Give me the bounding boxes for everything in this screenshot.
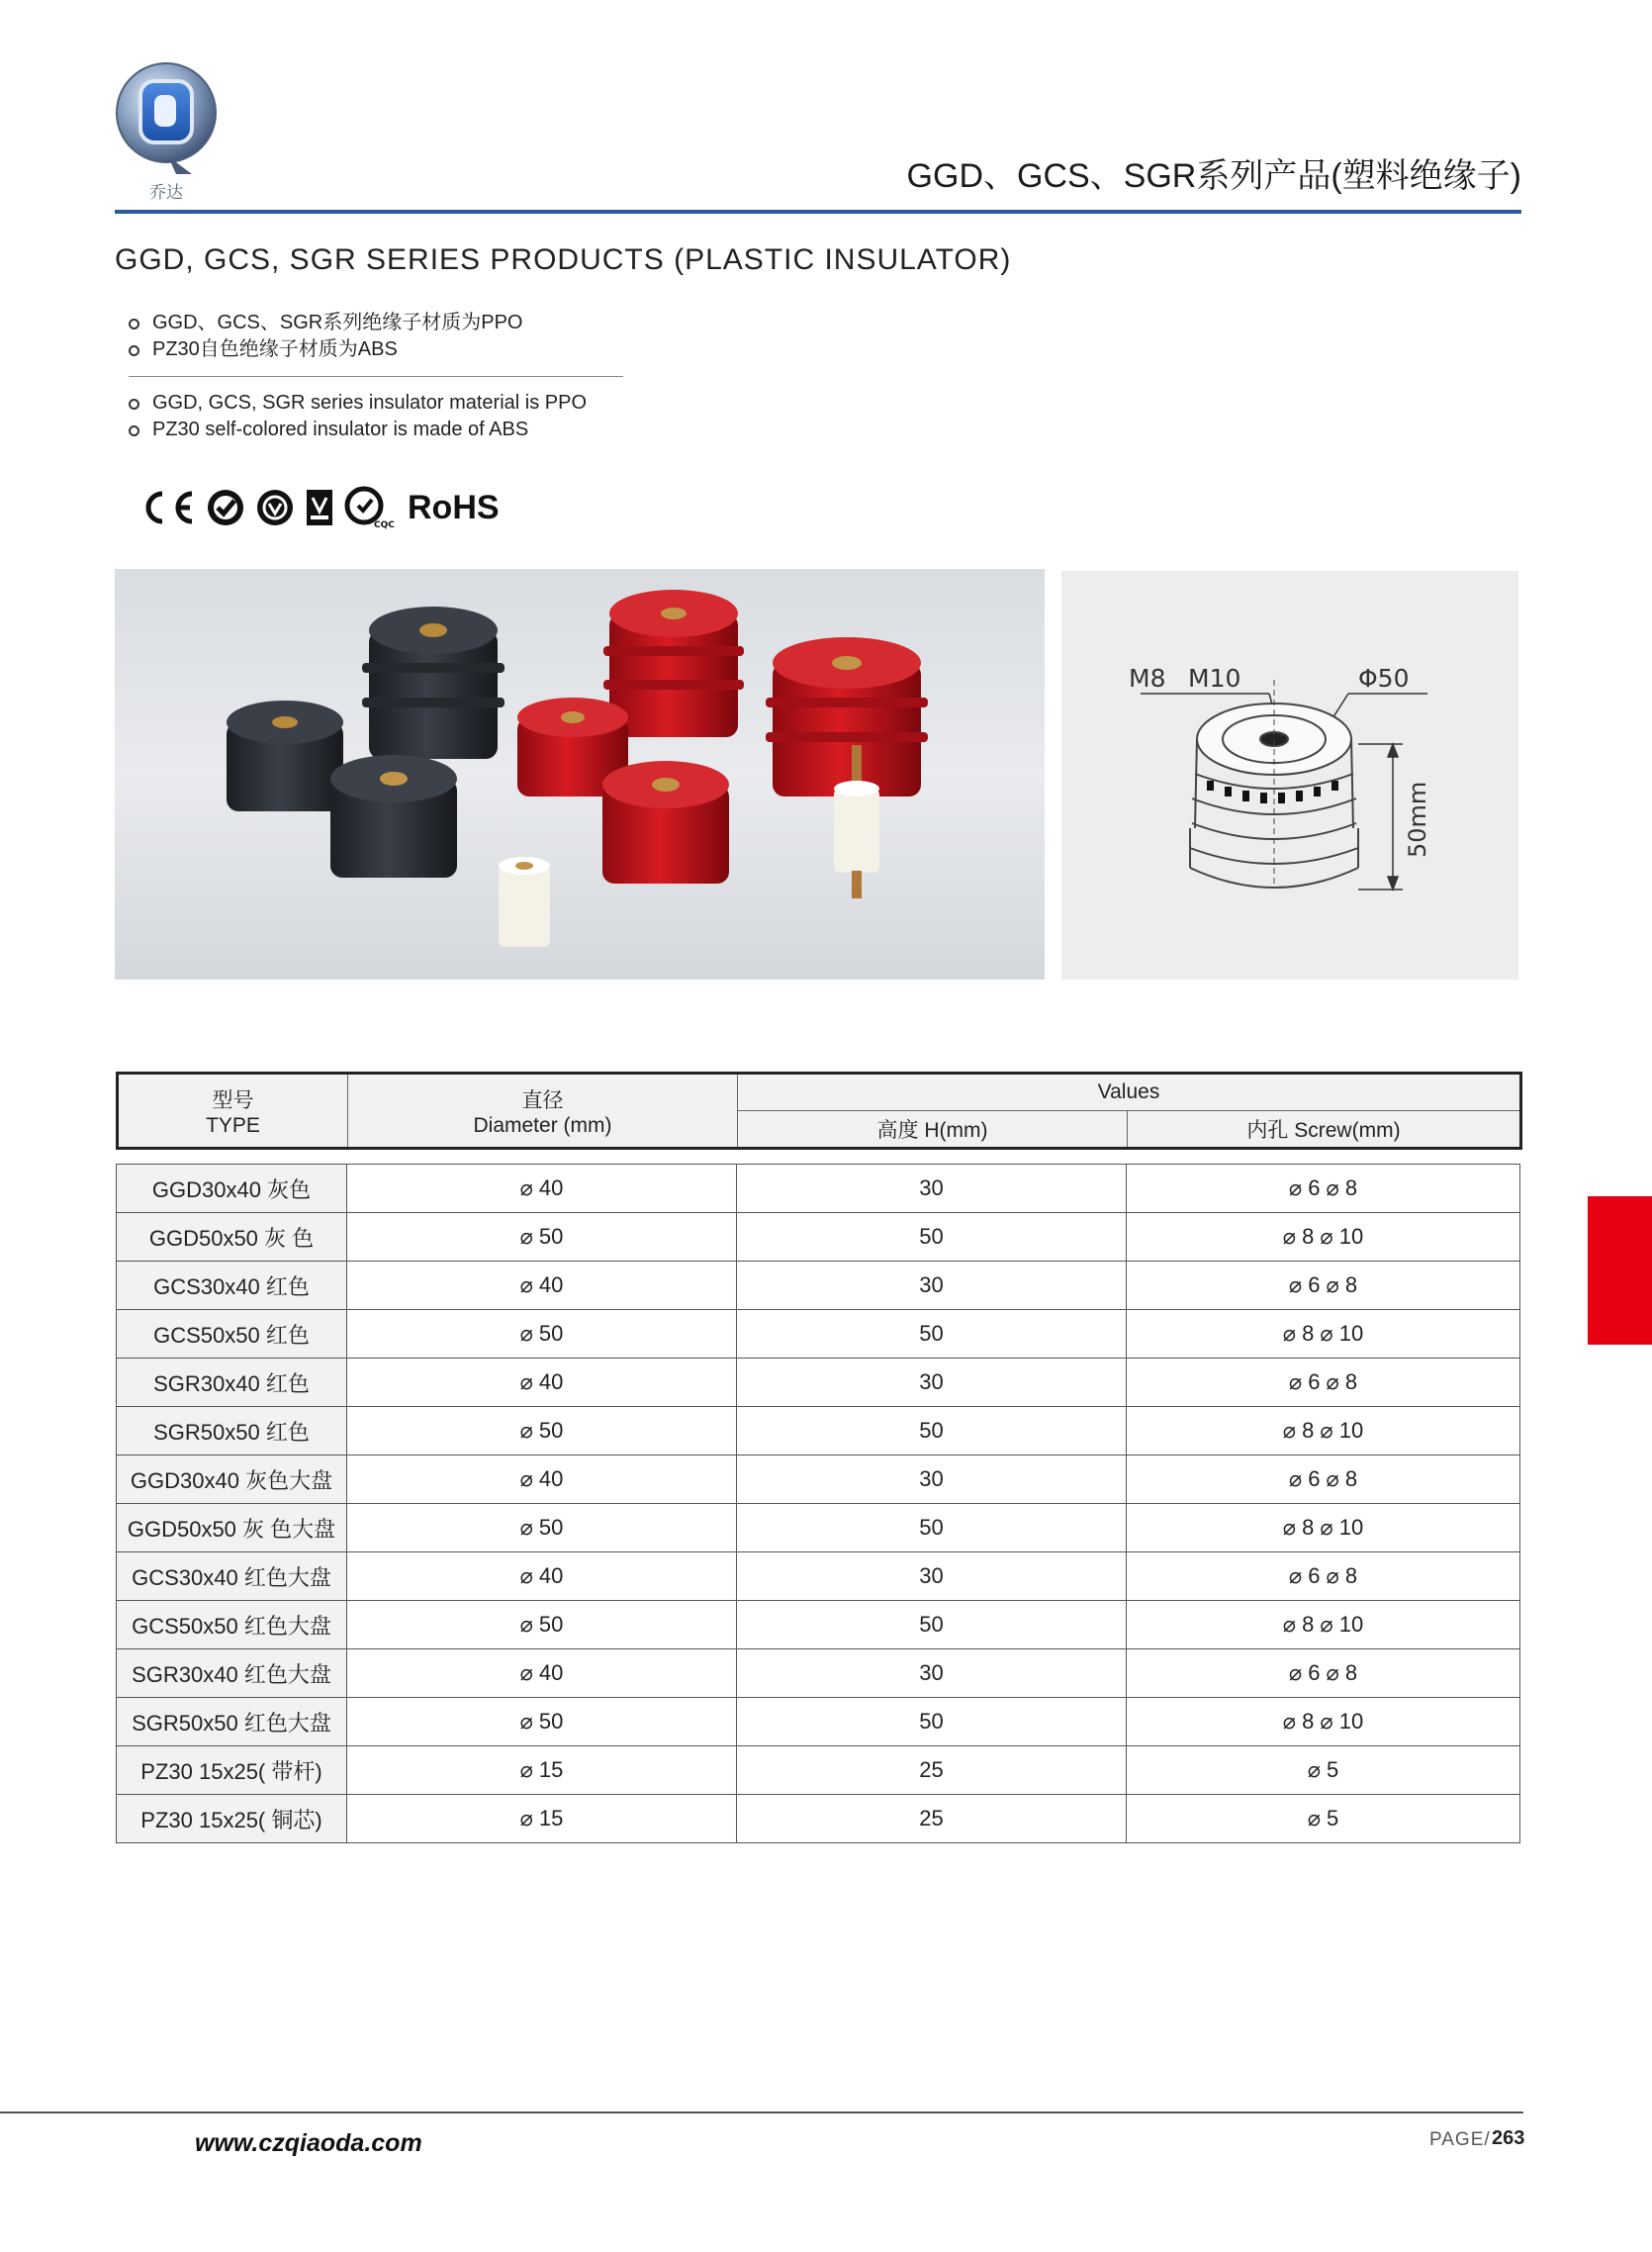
bullet-item: GGD、GCS、SGR系列绝缘子材质为PPO bbox=[129, 310, 522, 336]
bullet-list-english bbox=[129, 390, 587, 443]
cell-type: GCS30x40 红色大盘 bbox=[117, 1552, 347, 1601]
bullet-item: GGD, GCS, SGR series insulator material is PPO bbox=[129, 390, 587, 417]
cell-diameter: ⌀ 50 bbox=[347, 1504, 737, 1552]
gray-insulator-short bbox=[227, 701, 343, 811]
header-diameter bbox=[348, 1074, 738, 1149]
cell-screw: ⌀ 6 ⌀ 8 bbox=[1127, 1262, 1520, 1310]
spec-table-header bbox=[116, 1072, 1522, 1150]
red-insulator-front bbox=[602, 761, 729, 884]
table-row bbox=[117, 1213, 1520, 1262]
cell-screw: ⌀ 8 ⌀ 10 bbox=[1127, 1504, 1520, 1552]
header-type-en: TYPE bbox=[206, 1113, 260, 1137]
cell-type: GGD30x40 灰色 bbox=[117, 1165, 347, 1213]
table-row bbox=[117, 1552, 1520, 1601]
cell-screw: ⌀ 6 ⌀ 8 bbox=[1127, 1165, 1520, 1213]
product-photo bbox=[115, 569, 1045, 980]
cell-screw: ⌀ 8 ⌀ 10 bbox=[1127, 1310, 1520, 1359]
cell-height: 30 bbox=[737, 1165, 1127, 1213]
cell-screw: ⌀ 8 ⌀ 10 bbox=[1127, 1698, 1520, 1746]
header-type-cn: 型号 bbox=[212, 1088, 254, 1112]
cell-type: SGR30x40 红色 bbox=[117, 1359, 347, 1407]
cell-diameter: ⌀ 40 bbox=[347, 1649, 737, 1698]
ce-mark-icon bbox=[138, 488, 196, 527]
label-height: 50mm bbox=[1404, 781, 1431, 858]
table-row bbox=[117, 1407, 1520, 1455]
white-insulator-copper bbox=[499, 857, 550, 947]
logo-text: 乔达 bbox=[149, 183, 183, 203]
table-row bbox=[117, 1698, 1520, 1746]
label-diameter: Φ50 bbox=[1358, 664, 1410, 693]
header-rule bbox=[115, 210, 1521, 214]
table-row bbox=[117, 1601, 1520, 1649]
cell-type: GGD50x50 灰 色 bbox=[117, 1213, 347, 1262]
table-row bbox=[117, 1504, 1520, 1552]
cell-screw: ⌀ 6 ⌀ 8 bbox=[1127, 1359, 1520, 1407]
cell-diameter: ⌀ 40 bbox=[347, 1262, 737, 1310]
section-title: GGD, GCS, SGR SERIES PRODUCTS (PLASTIC INSULATOR) bbox=[115, 243, 1012, 276]
cell-diameter: ⌀ 50 bbox=[347, 1213, 737, 1262]
cqc-icon bbox=[344, 486, 395, 530]
cqc-label: CQC bbox=[374, 520, 395, 530]
cell-height: 30 bbox=[737, 1649, 1127, 1698]
cell-type: SGR50x50 红色 bbox=[117, 1407, 347, 1455]
cell-type: PZ30 15x25( 带杆) bbox=[117, 1746, 347, 1795]
cell-screw: ⌀ 8 ⌀ 10 bbox=[1127, 1213, 1520, 1262]
cell-type: SGR30x40 红色大盘 bbox=[117, 1649, 347, 1698]
footer-page-number: 263 bbox=[1492, 2127, 1525, 2149]
certification-row bbox=[138, 485, 500, 530]
cell-height: 25 bbox=[737, 1746, 1127, 1795]
cell-diameter: ⌀ 50 bbox=[347, 1698, 737, 1746]
bullet-item: PZ30自色绝缘子材质为ABS bbox=[129, 336, 522, 363]
table-row bbox=[117, 1262, 1520, 1310]
table-row bbox=[117, 1649, 1520, 1698]
cell-height: 50 bbox=[737, 1310, 1127, 1359]
side-tab-marker bbox=[1588, 1196, 1652, 1345]
cell-height: 50 bbox=[737, 1407, 1127, 1455]
cell-diameter: ⌀ 15 bbox=[347, 1795, 737, 1843]
red-insulator-tall-right bbox=[766, 637, 928, 797]
cell-diameter: ⌀ 50 bbox=[347, 1601, 737, 1649]
ccc-icon bbox=[206, 488, 245, 527]
footer-rule bbox=[0, 2111, 1523, 2113]
table-row bbox=[117, 1795, 1520, 1843]
cell-height: 50 bbox=[737, 1504, 1127, 1552]
bullet-list-chinese bbox=[129, 310, 522, 363]
quality-seal-icon bbox=[255, 488, 295, 527]
technical-drawing bbox=[1061, 571, 1518, 980]
table-row bbox=[117, 1359, 1520, 1407]
cell-diameter: ⌀ 40 bbox=[347, 1165, 737, 1213]
header-diameter-en: Diameter (mm) bbox=[473, 1113, 612, 1137]
cell-diameter: ⌀ 50 bbox=[347, 1407, 737, 1455]
header-diameter-cn: 直径 bbox=[521, 1088, 564, 1112]
height-dimension bbox=[1358, 744, 1403, 890]
table-row bbox=[117, 1455, 1520, 1504]
shield-cert-icon bbox=[305, 488, 334, 527]
cell-screw: ⌀ 5 bbox=[1127, 1795, 1520, 1843]
header-height: 高度 H(mm) bbox=[738, 1111, 1128, 1149]
cell-height: 50 bbox=[737, 1698, 1127, 1746]
cell-screw: ⌀ 6 ⌀ 8 bbox=[1127, 1649, 1520, 1698]
cell-screw: ⌀ 5 bbox=[1127, 1746, 1520, 1795]
cell-type: GGD30x40 灰色大盘 bbox=[117, 1455, 347, 1504]
footer-page-label: PAGE/ bbox=[1429, 2129, 1491, 2150]
spec-table-body bbox=[116, 1164, 1520, 1843]
rohs-label: RoHS bbox=[408, 488, 500, 526]
cell-type: GCS50x50 红色大盘 bbox=[117, 1601, 347, 1649]
header-values-group: Values bbox=[738, 1074, 1521, 1111]
gray-insulator-front bbox=[330, 755, 457, 878]
cell-height: 30 bbox=[737, 1455, 1127, 1504]
company-logo bbox=[111, 57, 222, 206]
table-row bbox=[117, 1310, 1520, 1359]
table-row bbox=[117, 1165, 1520, 1213]
cell-height: 30 bbox=[737, 1552, 1127, 1601]
header-title: GGD、GCS、SGR系列产品(塑料绝缘子) bbox=[906, 157, 1521, 195]
cell-diameter: ⌀ 40 bbox=[347, 1359, 737, 1407]
bullet-item: PZ30 self-colored insulator is made of ABS bbox=[129, 417, 587, 443]
table-row bbox=[117, 1746, 1520, 1795]
spec-table bbox=[116, 1072, 1519, 1843]
cell-type: GCS50x50 红色 bbox=[117, 1310, 347, 1359]
gray-insulator-tall bbox=[362, 607, 505, 759]
header-type bbox=[118, 1074, 348, 1149]
label-m8: M8 bbox=[1129, 664, 1166, 693]
cell-height: 50 bbox=[737, 1601, 1127, 1649]
cell-diameter: ⌀ 40 bbox=[347, 1455, 737, 1504]
cell-screw: ⌀ 6 ⌀ 8 bbox=[1127, 1455, 1520, 1504]
cell-screw: ⌀ 8 ⌀ 10 bbox=[1127, 1407, 1520, 1455]
cell-type: PZ30 15x25( 铜芯) bbox=[117, 1795, 347, 1843]
cell-type: SGR50x50 红色大盘 bbox=[117, 1698, 347, 1746]
label-m10: M10 bbox=[1188, 664, 1241, 693]
cell-type: GCS30x40 红色 bbox=[117, 1262, 347, 1310]
cell-screw: ⌀ 6 ⌀ 8 bbox=[1127, 1552, 1520, 1601]
cell-screw: ⌀ 8 ⌀ 10 bbox=[1127, 1601, 1520, 1649]
cell-height: 30 bbox=[737, 1262, 1127, 1310]
footer-website[interactable]: www.czqiaoda.com bbox=[195, 2129, 422, 2157]
cell-height: 30 bbox=[737, 1359, 1127, 1407]
cell-type: GGD50x50 灰 色大盘 bbox=[117, 1504, 347, 1552]
cell-diameter: ⌀ 40 bbox=[347, 1552, 737, 1601]
cell-diameter: ⌀ 50 bbox=[347, 1310, 737, 1359]
cell-height: 50 bbox=[737, 1213, 1127, 1262]
bullet-divider bbox=[129, 376, 623, 377]
cell-height: 25 bbox=[737, 1795, 1127, 1843]
cell-diameter: ⌀ 15 bbox=[347, 1746, 737, 1795]
header-screw: 内孔 Screw(mm) bbox=[1128, 1111, 1521, 1149]
